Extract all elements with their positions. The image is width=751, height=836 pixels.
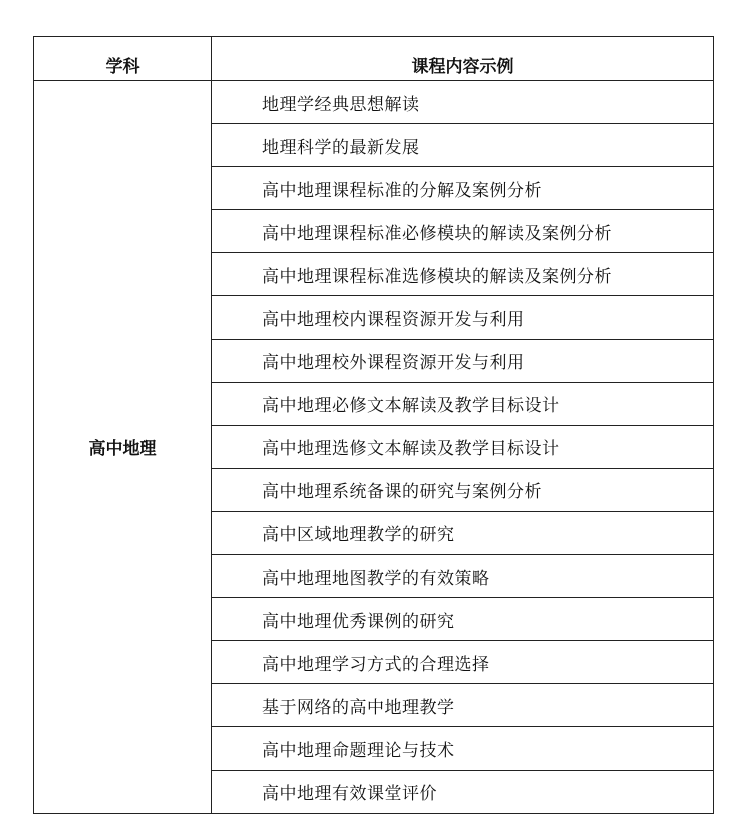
course-content-cell: 高中地理地图教学的有效策略	[212, 555, 714, 598]
course-table	[33, 36, 714, 814]
content-column-header: 课程内容示例	[212, 37, 714, 81]
table-body	[34, 81, 714, 814]
header-row	[34, 37, 714, 81]
subject-column-header: 学科	[34, 37, 212, 81]
course-content-cell: 高中地理系统备课的研究与案例分析	[212, 468, 714, 511]
course-content-cell: 高中地理校外课程资源开发与利用	[212, 339, 714, 382]
course-content-cell: 高中地理课程标准选修模块的解读及案例分析	[212, 253, 714, 296]
table-header	[34, 37, 714, 81]
course-content-cell: 高中地理课程标准必修模块的解读及案例分析	[212, 210, 714, 253]
course-content-cell: 地理学经典思想解读	[212, 81, 714, 124]
course-content-cell: 地理科学的最新发展	[212, 124, 714, 167]
course-content-cell: 高中地理命题理论与技术	[212, 727, 714, 770]
course-content-cell: 高中地理课程标准的分解及案例分析	[212, 167, 714, 210]
course-content-cell: 基于网络的高中地理教学	[212, 684, 714, 727]
course-content-cell: 高中地理优秀课例的研究	[212, 598, 714, 641]
course-content-cell: 高中地理选修文本解读及教学目标设计	[212, 425, 714, 468]
course-content-cell: 高中地理必修文本解读及教学目标设计	[212, 382, 714, 425]
course-content-cell: 高中区域地理教学的研究	[212, 511, 714, 554]
course-content-cell: 高中地理学习方式的合理选择	[212, 641, 714, 684]
table-row	[34, 81, 714, 124]
course-content-cell: 高中地理校内课程资源开发与利用	[212, 296, 714, 339]
subject-cell: 高中地理	[34, 81, 212, 814]
course-content-cell: 高中地理有效课堂评价	[212, 770, 714, 813]
